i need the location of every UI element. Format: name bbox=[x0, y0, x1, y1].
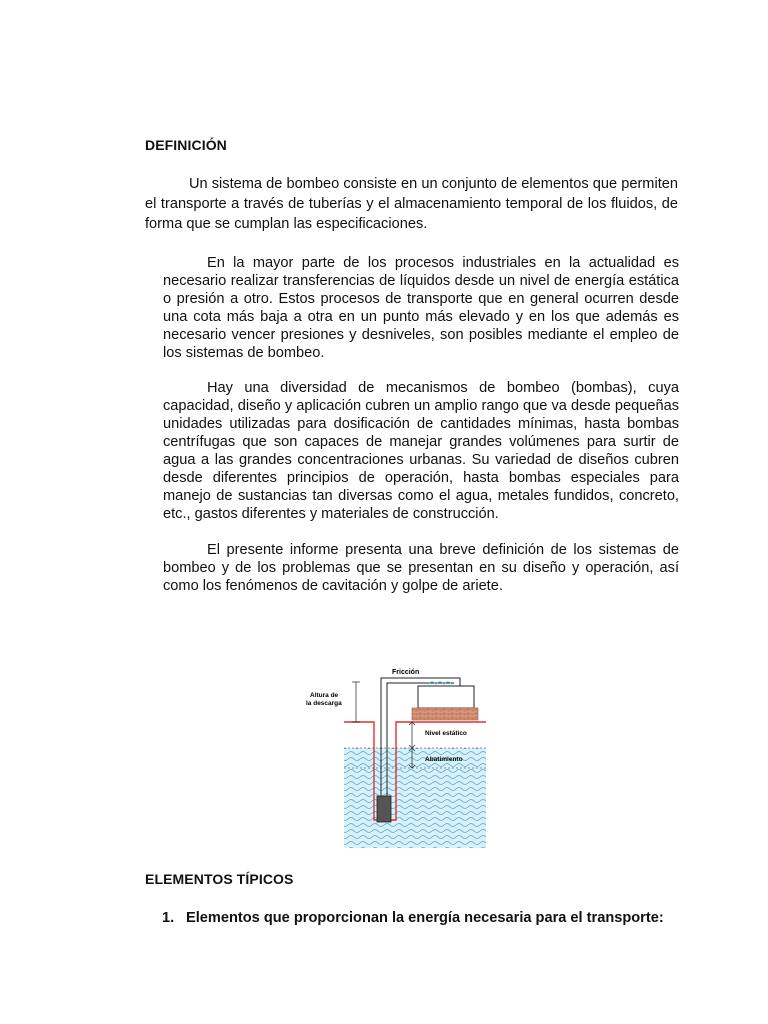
list-item-1 bbox=[162, 910, 664, 926]
pump-system-diagram bbox=[288, 660, 488, 850]
paragraph-3: Hay una diversidad de mecanismos de bombeo (bombas), cuya capacidad, diseño y aplicación cubren un amplio rango que va desde pequeñas unidades utilizadas para dosificación de cantidades mínimas, hasta bombas centrífugas que son capaces de manejar grandes volúmenes para surtir de agua a las grandes concentraciones urbanas. Su variedad de diseños cubren desde diferentes principios de operación, hasta bombas especiales para manejo de sustancias tan diversas como el agua, metales fundidos, concreto, etc., gastos diferentes y materiales de construcción. bbox=[163, 380, 679, 522]
paragraph-1: Un sistema de bombeo consiste en un conjunto de elementos que permiten el transporte a través de tuberías y el almacenamiento temporal de los fluidos, de forma que se cumplan las especificaciones. bbox=[145, 176, 678, 232]
label-friccion: Fricción bbox=[392, 669, 420, 676]
section-title-elementos: ELEMENTOS TÍPICOS bbox=[145, 871, 294, 887]
water-waves bbox=[344, 748, 486, 848]
label-nivel-estatico: Nivel estático bbox=[425, 730, 467, 737]
submersible-pump bbox=[377, 796, 391, 822]
paragraph-2: En la mayor parte de los procesos industriales en la actualidad es necesario realizar transferencias de líquidos desde un nivel de energía estática o presión a otro. Estos procesos de transporte que en general ocurren desde una cota más baja a otra en un punto más elevado y en los que además es necesario vencer presiones y desniveles, son posibles mediante el empleo de los sistemas de bombeo. bbox=[163, 255, 679, 361]
label-abatimiento: Abatimiento bbox=[425, 756, 463, 763]
storage-tank bbox=[418, 686, 474, 708]
tank-base-bricks bbox=[412, 708, 478, 720]
pump-diagram-svg bbox=[288, 660, 488, 850]
list-item-number: 1. bbox=[162, 910, 175, 926]
list-item-text: Elementos que proporcionan la energía necesaria para el transporte: bbox=[186, 910, 664, 926]
section-title-definicion: DEFINICIÓN bbox=[145, 137, 227, 153]
label-altura-1: Altura de bbox=[310, 692, 339, 699]
label-altura-2: la descarga bbox=[306, 700, 342, 707]
paragraph-4: El presente informe presenta una breve definición de los sistemas de bombeo y de los problemas que se presentan en su diseño y operación, así como los fenómenos de cavitación y golpe de ariete. bbox=[163, 542, 679, 594]
